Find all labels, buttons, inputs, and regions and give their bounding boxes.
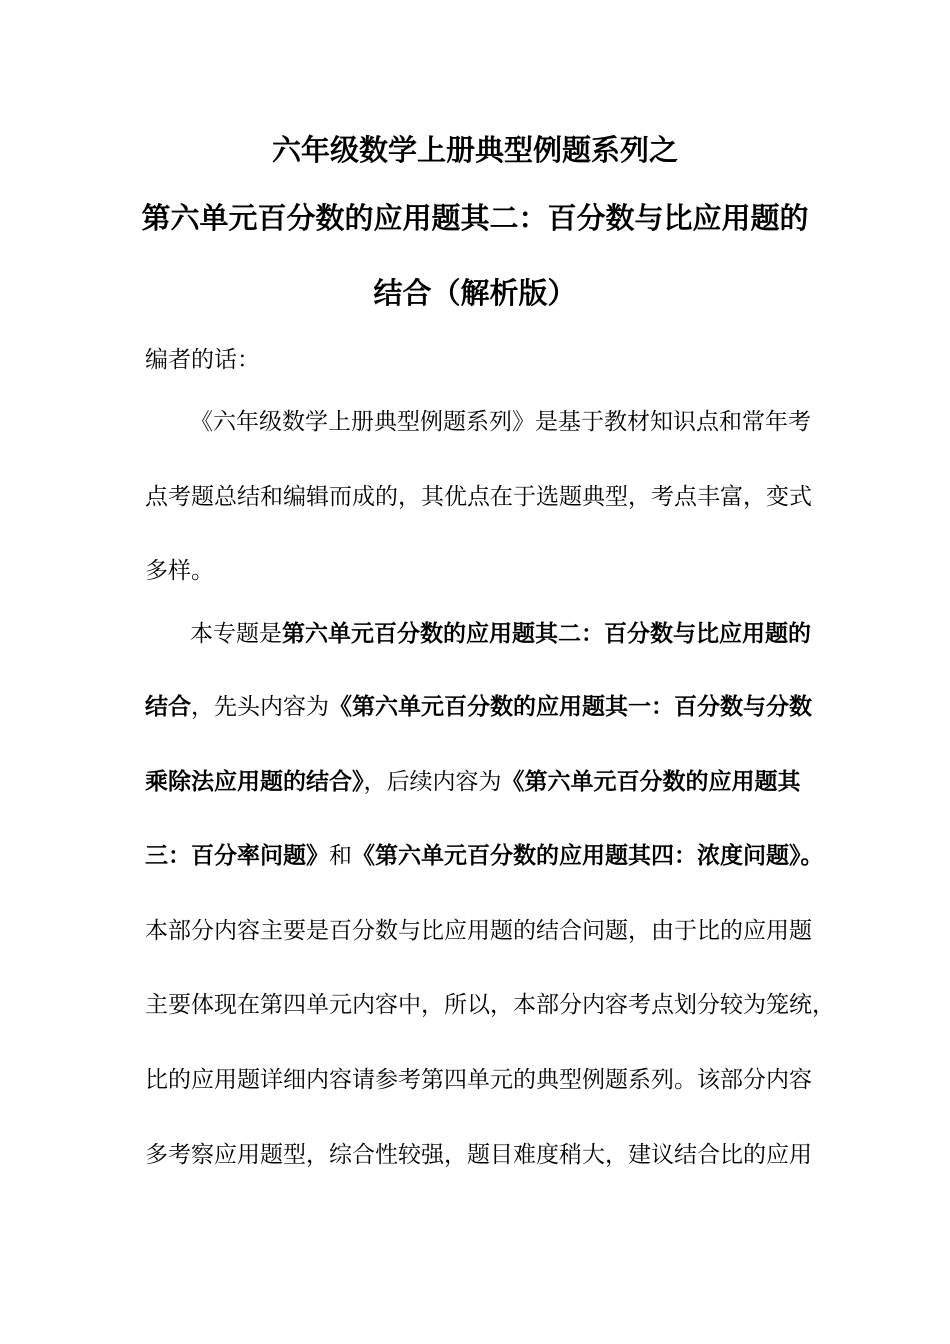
topic-title-bold: 结合 [145,694,191,720]
next-topic-bold: 《第六单元百分数的应用题其 [501,769,801,795]
text-run: 本专题是 [190,621,282,647]
paragraph-1-line-2: 点考题总结和编辑而成的，其优点在于选题典型，考点丰富，变式 [145,484,812,510]
text-run: 和 [329,843,352,869]
paragraph-2-line-8: 多考察应用题型，综合性较强，题目难度稍大，建议结合比的应用 [145,1142,812,1168]
paragraph-2-line-4 [145,839,824,873]
next-topic-bold: 《第六单元百分数的应用题其四：浓度问题》。 [352,843,824,869]
paragraph-2-line-2 [145,690,812,724]
next-topic-bold: 三：百分率问题》 [145,843,329,869]
title-line-1: 六年级数学上册典型例题系列之 [271,133,678,167]
paragraph-2-line-6: 主要体现在第四单元内容中，所以，本部分内容考点划分较为笼统， [145,992,835,1018]
text-run: ，后续内容为 [363,769,502,795]
previous-topic-bold: 乘除法应用题的结合》 [145,769,364,795]
topic-title-bold: 第六单元百分数的应用题其二：百分数与比应用题的 [282,621,811,647]
text-run: ，先头内容为 [191,694,329,720]
paragraph-2-line-5: 本部分内容主要是百分数与比应用题的结合问题，由于比的应用题 [145,918,812,944]
paragraph-1-line-3: 多样。 [145,558,214,584]
paragraph-1-line-1: 《六年级数学上册典型例题系列》是基于教材知识点和常年考 [190,409,811,435]
paragraph-2-line-7: 比的应用题详细内容请参考第四单元的典型例题系列。该部分内容 [145,1067,812,1093]
previous-topic-bold: 《第六单元百分数的应用题其一：百分数与分数 [329,694,812,720]
title-line-3: 结合（解析版） [373,276,577,310]
paragraph-2-line-3 [145,765,805,799]
title-line-2: 第六单元百分数的应用题其二：百分数与比应用题的 [141,201,809,235]
editor-note-label: 编者的话： [145,347,260,373]
paragraph-2-line-1 [190,617,811,651]
